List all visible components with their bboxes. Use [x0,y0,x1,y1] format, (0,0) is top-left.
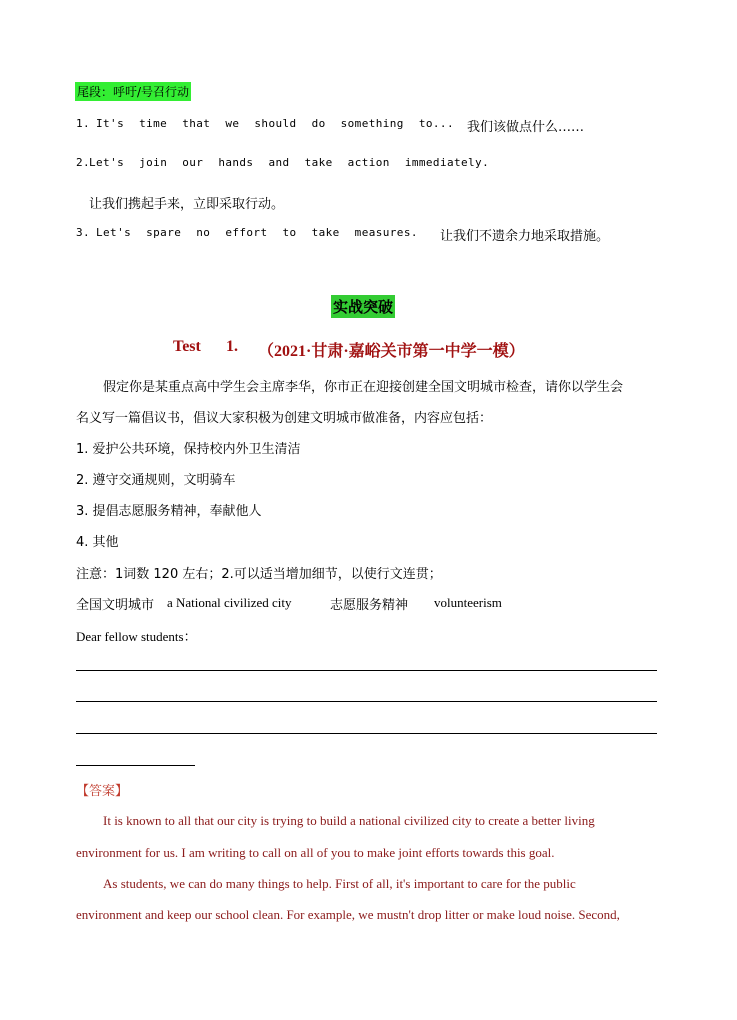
vocab-2-cn: 志愿服务精神 [330,598,409,613]
phrase-3-en: Let's spare no effort to take measures. [96,226,418,239]
answer-p2-line-1: As students, we can do many things to help. First of all, it's important to care for the public [103,876,576,891]
content-item-3: 3. 提倡志愿服务精神，奉献他人 [76,504,262,519]
salutation: Dear fellow students： [76,629,197,644]
vocab-2-en: volunteerism [434,595,502,610]
test-label: Test [173,338,201,355]
writing-line-3[interactable] [76,733,657,734]
vocab-1-en: a National civilized city [167,595,292,610]
phrase-2-cn: 让我们携起手来，立即采取行动。 [89,197,285,212]
phrase-3-num: 3. [76,226,91,239]
answer-p1-line-1: It is known to all that our city is trying to build a national civilized city to create a better living [103,813,595,828]
content-item-2: 2. 遵守交通规则，文明骑车 [76,473,236,488]
test-number: 1. [226,338,238,355]
content-item-1: 1. 爱护公共环境，保持校内外卫生清洁 [76,442,301,457]
vocab-1-cn: 全国文明城市 [76,598,155,613]
answer-p1-line-2: environment for us. I am writing to call on all of you to make joint efforts towards this goal. [76,845,555,860]
content-item-4: 4. 其他 [76,535,119,550]
phrase-1-cn: 我们该做点什么…… [467,120,585,135]
phrase-3-cn: 让我们不遗余力地采取措施。 [440,229,610,244]
writing-line-1[interactable] [76,670,657,671]
phrase-2-en: Let's join our hands and take action immediately. [89,156,490,169]
phrase-1-en: It's time that we should do something to... [96,117,454,130]
writing-line-4[interactable] [76,765,195,766]
answer-label: 【答案】 [76,784,129,799]
writing-notes: 注意：1词数 120 左右；2.可以适当增加细节，以使行文连贯； [76,567,442,582]
prompt-line-2: 名义写一篇倡议书，倡议大家积极为创建文明城市做准备，内容应包括： [76,411,493,426]
section-label: 尾段：呼吁/号召行动 [75,82,191,101]
writing-line-2[interactable] [76,701,657,702]
answer-p2-line-2: environment and keep our school clean. For example, we mustn't drop litter or make loud noise. Second, [76,907,620,922]
phrase-2-num: 2. [76,156,91,169]
prompt-line-1: 假定你是某重点高中学生会主席李华，你市正在迎接创建全国文明城市检查，请你以学生会 [103,380,624,395]
practice-title: 实战突破 [331,295,395,318]
phrase-1-num: 1. [76,117,91,130]
test-source: （2021·甘肃·嘉峪关市第一中学一模） [258,343,525,360]
